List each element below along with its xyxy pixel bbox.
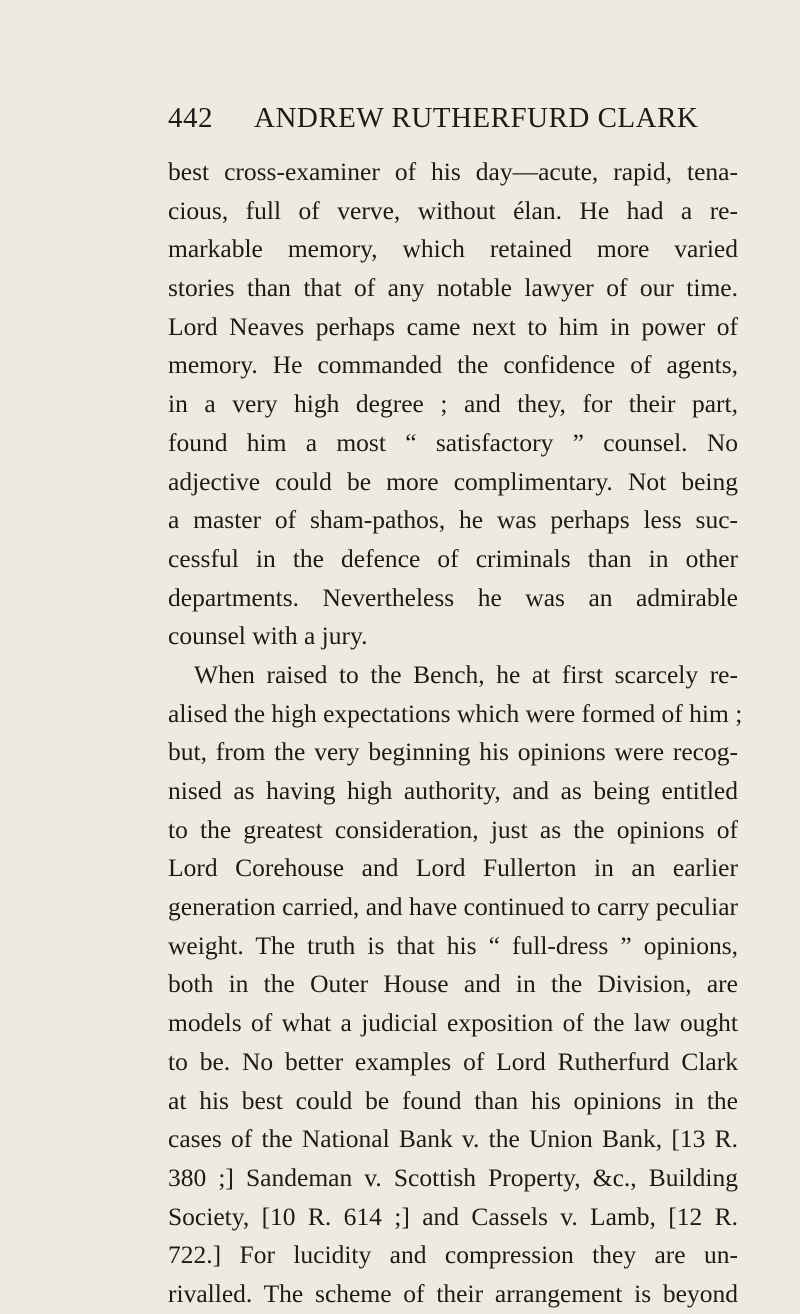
text-line: a master of sham-pathos, he was perhaps less suc- — [168, 505, 738, 535]
text-line: nised as having high authority, and as being entitled — [168, 776, 738, 805]
text-line: found him a most “ satisfactory ” counsel. No — [168, 427, 738, 457]
text-line: 722.] For lucidity and compression they are un- — [168, 1240, 738, 1270]
text-line: When raised to the Bench, he at first scarcely re- — [194, 659, 738, 689]
text-line: rivalled. The scheme of their arrangement is beyond — [168, 1278, 738, 1308]
running-header — [168, 102, 738, 135]
text-line: counsel with a jury. — [168, 621, 368, 651]
text-line: alised the high expectations which were formed of him ; — [168, 698, 743, 728]
text-line: Lord Corehouse and Lord Fullerton in an earlier — [168, 853, 738, 883]
text-line: to be. No better examples of Lord Rutherfurd Clark — [168, 1046, 738, 1076]
text-line: best cross-examiner of his day—acute, rapid, tena- — [168, 157, 738, 186]
text-line: Society, [10 R. 614 ;] and Cassels v. Lamb, [12 R. — [168, 1201, 738, 1231]
body-text — [168, 153, 743, 1314]
text-line: cious, full of verve, without élan. He had a re- — [168, 195, 738, 225]
text-line: in a very high degree ; and they, for their part, — [168, 389, 738, 419]
text-line: 380 ;] Sandeman v. Scottish Property, &c., Building — [168, 1162, 738, 1192]
text-line: both in the Outer House and in the Division, are — [168, 969, 738, 999]
text-line: departments. Nevertheless he was an admirable — [168, 582, 738, 612]
text-line: weight. The truth is that his “ full-dress ” opinions, — [168, 930, 738, 960]
text-line: to the greatest consideration, just as the opinions of — [168, 814, 738, 844]
text-line: generation carried, and have continued to carry peculiar — [168, 892, 738, 922]
running-title: ANDREW RUTHERFURD CLARK — [254, 102, 699, 134]
text-line: cases of the National Bank v. the Union Bank, [13 R. — [168, 1124, 738, 1154]
text-line: memory. He commanded the confidence of agents, — [168, 350, 738, 380]
text-line: markable memory, which retained more varied — [168, 234, 738, 264]
text-line: stories than that of any notable lawyer of our time. — [168, 273, 738, 303]
text-line: but, from the very beginning his opinions were recog- — [168, 737, 738, 767]
text-line: adjective could be more complimentary. Not being — [168, 466, 738, 496]
text-line: models of what a judicial exposition of the law ought — [168, 1008, 738, 1038]
text-line: cessful in the defence of criminals than in other — [168, 543, 738, 573]
text-line: Lord Neaves perhaps came next to him in power of — [168, 311, 738, 341]
text-line: at his best could be found than his opinions in the — [168, 1085, 738, 1115]
page-number: 442 — [168, 102, 213, 134]
